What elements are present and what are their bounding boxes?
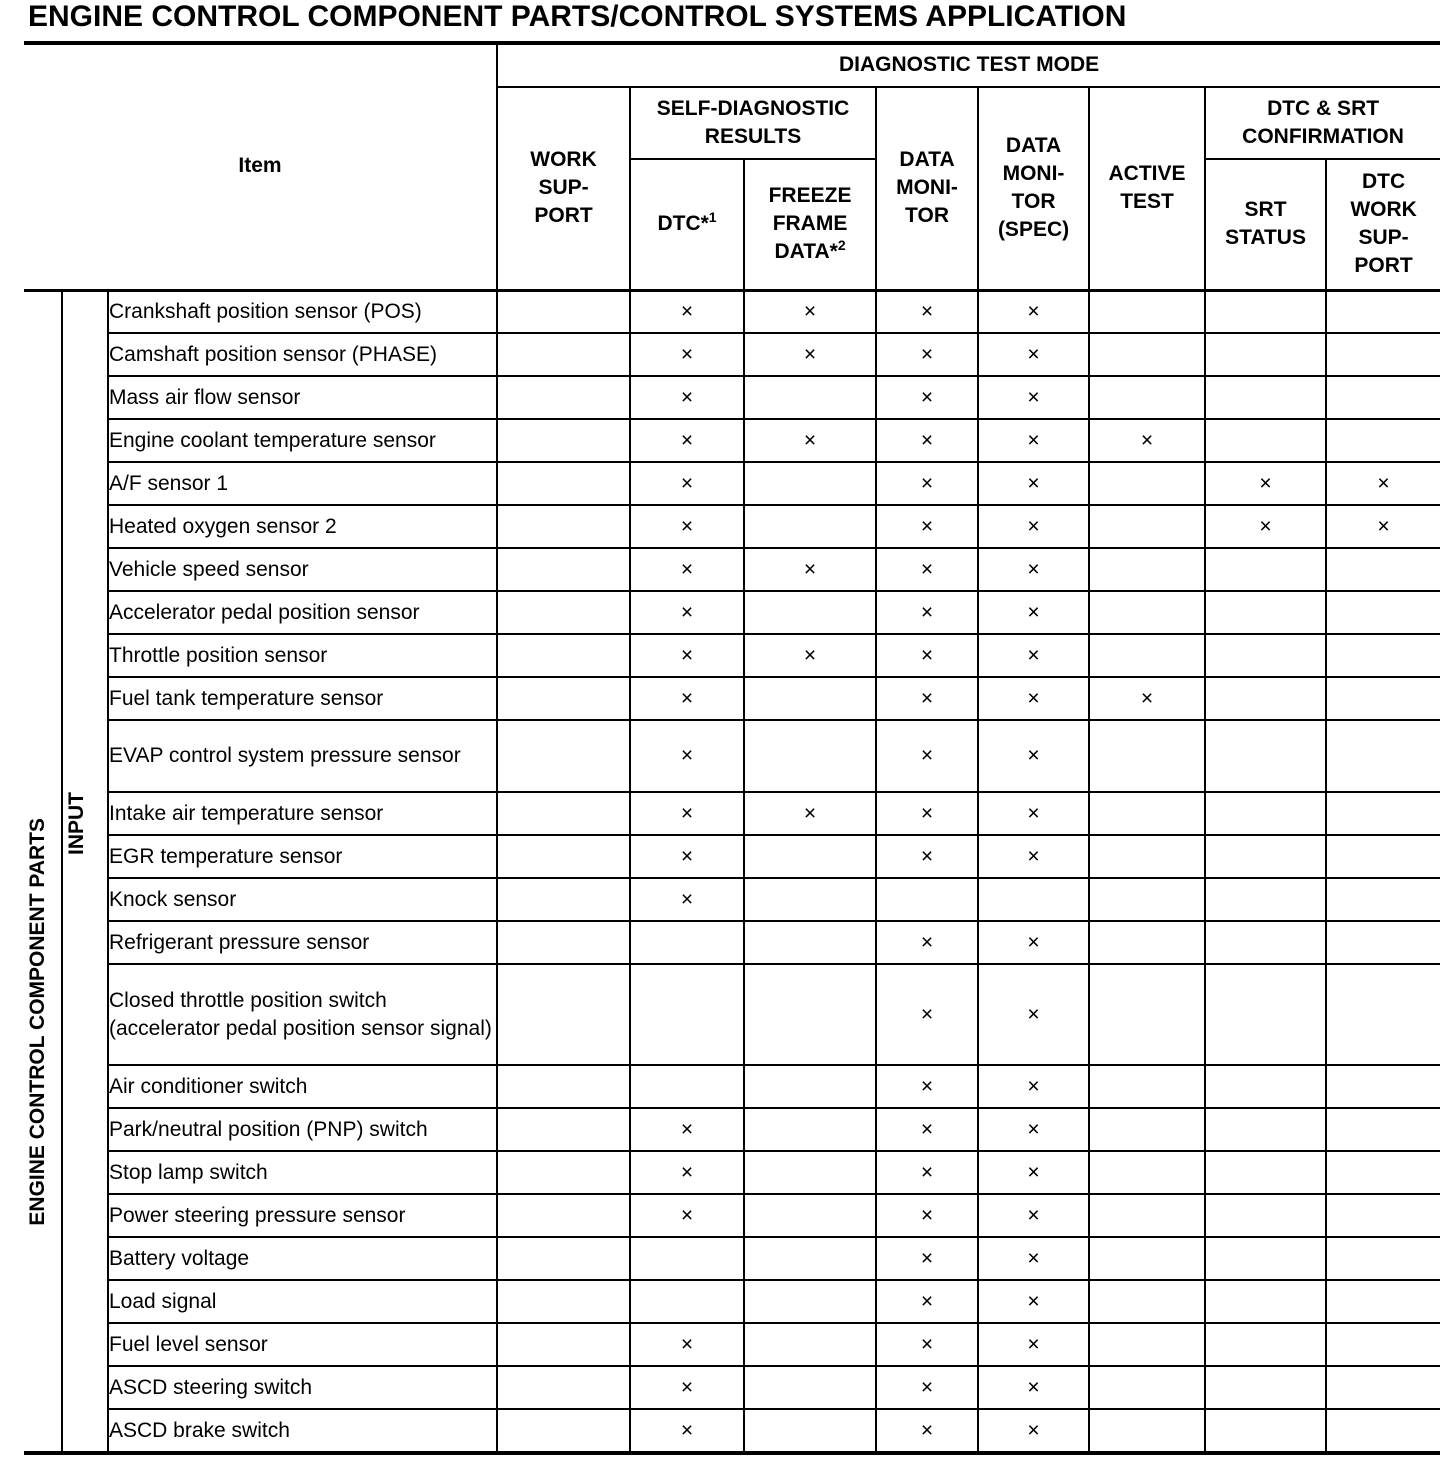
empty-cell — [1089, 1108, 1205, 1151]
check-mark: × — [744, 290, 876, 333]
empty-cell — [1326, 419, 1440, 462]
table-row — [24, 1237, 1440, 1280]
header-line: TEST — [1120, 190, 1174, 214]
empty-cell — [497, 634, 630, 677]
empty-cell — [1089, 505, 1205, 548]
item-header: Item — [24, 44, 497, 290]
header-line: (SPEC) — [997, 218, 1070, 242]
check-mark: × — [978, 964, 1089, 1065]
item-name: Engine coolant temperature sensor — [108, 419, 497, 462]
item-name: Vehicle speed sensor — [108, 548, 497, 591]
check-mark: × — [630, 591, 744, 634]
empty-cell — [497, 548, 630, 591]
empty-cell — [1205, 333, 1326, 376]
header-line: SUP- — [1358, 226, 1409, 250]
empty-cell — [1089, 792, 1205, 835]
empty-cell — [1089, 462, 1205, 505]
empty-cell — [1326, 1409, 1440, 1452]
empty-cell — [1326, 677, 1440, 720]
dtc-srt-confirmation-header — [1205, 87, 1440, 159]
empty-cell — [497, 921, 630, 964]
header-line: DTC — [1361, 170, 1406, 194]
header-line: MONI- — [896, 176, 958, 200]
check-mark: × — [876, 1366, 978, 1409]
check-mark: × — [876, 376, 978, 419]
empty-cell — [1205, 290, 1326, 333]
diagnostic-test-mode-header: DIAGNOSTIC TEST MODE — [497, 44, 1440, 87]
check-mark: × — [876, 1409, 978, 1452]
table-row — [24, 333, 1440, 376]
empty-cell — [497, 677, 630, 720]
empty-cell — [1089, 1194, 1205, 1237]
empty-cell — [497, 1194, 630, 1237]
empty-cell — [1326, 964, 1440, 1065]
empty-cell — [1205, 878, 1326, 921]
header-line: FRAME — [772, 212, 848, 236]
table-row — [24, 677, 1440, 720]
check-mark: × — [978, 1065, 1089, 1108]
item-name: Stop lamp switch — [108, 1151, 497, 1194]
item-name: Closed throttle position switch (accelerator pedal position sensor signal) — [108, 964, 497, 1065]
empty-cell — [1326, 1065, 1440, 1108]
check-mark: × — [630, 720, 744, 792]
empty-cell — [497, 376, 630, 419]
check-mark: × — [630, 1194, 744, 1237]
empty-cell — [497, 333, 630, 376]
empty-cell — [497, 720, 630, 792]
empty-cell — [1089, 720, 1205, 792]
item-name: Knock sensor — [108, 878, 497, 921]
header-line: TOR — [905, 204, 949, 228]
header-line: DATA — [899, 148, 955, 172]
check-mark: × — [630, 1366, 744, 1409]
check-mark: × — [744, 634, 876, 677]
empty-cell — [1205, 964, 1326, 1065]
empty-cell — [1326, 878, 1440, 921]
item-name: Battery voltage — [108, 1237, 497, 1280]
empty-cell — [1205, 591, 1326, 634]
dtc-work-support-header — [1326, 159, 1440, 290]
check-mark: × — [876, 1065, 978, 1108]
item-name: ASCD brake switch — [108, 1409, 497, 1452]
empty-cell — [1089, 290, 1205, 333]
item-name: Throttle position sensor — [108, 634, 497, 677]
header-line: STATUS — [1225, 226, 1306, 250]
check-mark: × — [744, 792, 876, 835]
check-mark: × — [978, 462, 1089, 505]
header-line: MONI- — [1002, 162, 1065, 186]
empty-cell — [744, 1323, 876, 1366]
header-line: FREEZE — [768, 184, 852, 208]
empty-cell — [1089, 964, 1205, 1065]
data-monitor-spec-header — [978, 87, 1089, 290]
empty-cell — [1326, 1108, 1440, 1151]
check-mark: × — [630, 333, 744, 376]
table-row — [24, 1194, 1440, 1237]
check-mark: × — [630, 548, 744, 591]
empty-cell — [1326, 376, 1440, 419]
check-mark: × — [876, 677, 978, 720]
empty-cell — [1089, 376, 1205, 419]
empty-cell — [630, 964, 744, 1065]
empty-cell — [1089, 1366, 1205, 1409]
active-test-header — [1089, 87, 1205, 290]
header-line: WORK — [1350, 198, 1417, 222]
empty-cell — [978, 878, 1089, 921]
empty-cell — [744, 1108, 876, 1151]
empty-cell — [497, 462, 630, 505]
table-row — [24, 720, 1440, 792]
check-mark: × — [630, 505, 744, 548]
empty-cell — [1205, 1237, 1326, 1280]
item-name: Park/neutral position (PNP) switch — [108, 1108, 497, 1151]
check-mark: × — [876, 634, 978, 677]
empty-cell — [1326, 1237, 1440, 1280]
check-mark: × — [1205, 462, 1326, 505]
check-mark: × — [978, 1323, 1089, 1366]
check-mark: × — [630, 634, 744, 677]
empty-cell — [1089, 1065, 1205, 1108]
check-mark: × — [876, 1237, 978, 1280]
empty-cell — [497, 1409, 630, 1452]
check-mark: × — [978, 419, 1089, 462]
check-mark: × — [978, 505, 1089, 548]
table-row — [24, 1151, 1440, 1194]
check-mark: × — [744, 548, 876, 591]
header-line: DATA — [1005, 134, 1062, 158]
check-mark: × — [876, 1108, 978, 1151]
freeze-frame-data-header: FREEZE FRAME DATA*$^2$ — [744, 159, 876, 290]
empty-cell — [744, 677, 876, 720]
empty-cell — [1326, 1280, 1440, 1323]
empty-cell — [1205, 677, 1326, 720]
empty-cell — [744, 835, 876, 878]
empty-cell — [1089, 333, 1205, 376]
table-row — [24, 1108, 1440, 1151]
check-mark: × — [630, 792, 744, 835]
check-mark: × — [630, 419, 744, 462]
empty-cell — [744, 1409, 876, 1452]
check-mark: × — [876, 921, 978, 964]
check-mark: × — [978, 677, 1089, 720]
empty-cell — [630, 921, 744, 964]
check-mark: × — [978, 1409, 1089, 1452]
empty-cell — [744, 376, 876, 419]
table-row — [24, 505, 1440, 548]
empty-cell — [1089, 921, 1205, 964]
empty-cell — [744, 1237, 876, 1280]
empty-cell — [497, 1065, 630, 1108]
check-mark: × — [630, 1108, 744, 1151]
check-mark: × — [876, 720, 978, 792]
table-row — [24, 419, 1440, 462]
header-line: TOR — [1011, 190, 1056, 214]
item-name: EVAP control system pressure sensor — [108, 720, 497, 792]
check-mark: × — [630, 462, 744, 505]
empty-cell — [1205, 1409, 1326, 1452]
check-mark: × — [1326, 505, 1440, 548]
check-mark: × — [630, 376, 744, 419]
check-mark: × — [978, 1366, 1089, 1409]
check-mark: × — [876, 505, 978, 548]
empty-cell — [1326, 1323, 1440, 1366]
header-line: SRT — [1244, 198, 1287, 222]
input-label: INPUT — [62, 290, 108, 1452]
check-mark: × — [876, 964, 978, 1065]
check-mark: × — [978, 634, 1089, 677]
check-mark: × — [978, 921, 1089, 964]
header-line: PORT — [1354, 254, 1413, 278]
empty-cell — [744, 1065, 876, 1108]
item-name: Accelerator pedal position sensor — [108, 591, 497, 634]
check-mark: × — [978, 333, 1089, 376]
item-name: EGR temperature sensor — [108, 835, 497, 878]
empty-cell — [1089, 634, 1205, 677]
empty-cell — [1326, 1366, 1440, 1409]
item-name: Power steering pressure sensor — [108, 1194, 497, 1237]
bottom-rule — [24, 1451, 1440, 1455]
empty-cell — [630, 1237, 744, 1280]
header-line: SELF-DIAGNOSTIC — [656, 97, 850, 120]
table-row — [24, 1323, 1440, 1366]
empty-cell — [744, 1280, 876, 1323]
empty-cell — [1205, 1194, 1326, 1237]
empty-cell — [1326, 634, 1440, 677]
empty-cell — [497, 835, 630, 878]
empty-cell — [744, 1366, 876, 1409]
empty-cell — [1205, 835, 1326, 878]
table-row — [24, 835, 1440, 878]
empty-cell — [744, 720, 876, 792]
empty-cell — [1205, 1108, 1326, 1151]
table-row — [24, 1280, 1440, 1323]
empty-cell — [1205, 921, 1326, 964]
empty-cell — [1326, 1151, 1440, 1194]
empty-cell — [1089, 1151, 1205, 1194]
check-mark: × — [1326, 462, 1440, 505]
empty-cell — [497, 1366, 630, 1409]
item-name: Fuel tank temperature sensor — [108, 677, 497, 720]
empty-cell — [497, 1280, 630, 1323]
table-row — [24, 878, 1440, 921]
empty-cell — [744, 921, 876, 964]
table-row — [24, 964, 1440, 1065]
empty-cell — [1089, 591, 1205, 634]
header-line: DTC & SRT — [1267, 97, 1380, 120]
check-mark: × — [630, 1409, 744, 1452]
application-table — [24, 44, 1440, 1452]
empty-cell — [1205, 1323, 1326, 1366]
empty-cell — [1326, 921, 1440, 964]
check-mark: × — [630, 677, 744, 720]
item-name: Air conditioner switch — [108, 1065, 497, 1108]
header-line: CONFIRMATION — [1242, 125, 1404, 148]
empty-cell — [1205, 720, 1326, 792]
empty-cell — [744, 964, 876, 1065]
check-mark: × — [744, 419, 876, 462]
empty-cell — [1326, 548, 1440, 591]
work-support-header — [497, 87, 630, 290]
table-row — [24, 591, 1440, 634]
empty-cell — [1326, 835, 1440, 878]
self-diagnostic-results-header — [630, 87, 876, 159]
check-mark: × — [630, 878, 744, 921]
check-mark: × — [1089, 419, 1205, 462]
check-mark: × — [876, 419, 978, 462]
empty-cell — [1205, 376, 1326, 419]
item-name: Fuel level sensor — [108, 1323, 497, 1366]
engine-control-component-parts-label: ENGINE CONTROL COMPONENT PARTS — [24, 290, 62, 1452]
empty-cell — [630, 1065, 744, 1108]
table-row — [24, 634, 1440, 677]
check-mark: × — [1089, 677, 1205, 720]
check-mark: × — [978, 548, 1089, 591]
item-name: Camshaft position sensor (PHASE) — [108, 333, 497, 376]
check-mark: × — [876, 462, 978, 505]
item-name: Load signal — [108, 1280, 497, 1323]
check-mark: × — [876, 1194, 978, 1237]
item-name: Refrigerant pressure sensor — [108, 921, 497, 964]
empty-cell — [1205, 548, 1326, 591]
item-name: Mass air flow sensor — [108, 376, 497, 419]
table-row — [24, 548, 1440, 591]
empty-cell — [1089, 878, 1205, 921]
empty-cell — [1089, 548, 1205, 591]
check-mark: × — [978, 1151, 1089, 1194]
empty-cell — [1326, 333, 1440, 376]
check-mark: × — [876, 1280, 978, 1323]
check-mark: × — [876, 835, 978, 878]
empty-cell — [497, 290, 630, 333]
empty-cell — [497, 591, 630, 634]
empty-cell — [744, 1194, 876, 1237]
header-line: RESULTS — [704, 125, 802, 148]
header-line: ACTIVE — [1108, 162, 1186, 186]
check-mark: × — [630, 290, 744, 333]
empty-cell — [1326, 720, 1440, 792]
empty-cell — [1326, 792, 1440, 835]
empty-cell — [1205, 634, 1326, 677]
header-line: WORK — [530, 148, 597, 172]
check-mark: × — [978, 1108, 1089, 1151]
page-title: ENGINE CONTROL COMPONENT PARTS/CONTROL SYSTEMS APPLICATION — [28, 0, 1127, 33]
empty-cell — [497, 1323, 630, 1366]
check-mark: × — [978, 792, 1089, 835]
check-mark: × — [978, 720, 1089, 792]
table-row — [24, 462, 1440, 505]
check-mark: × — [876, 548, 978, 591]
empty-cell — [744, 878, 876, 921]
empty-cell — [497, 1151, 630, 1194]
check-mark: × — [978, 835, 1089, 878]
empty-cell — [1326, 1194, 1440, 1237]
item-name: ASCD steering switch — [108, 1366, 497, 1409]
empty-cell — [1205, 1366, 1326, 1409]
empty-cell — [630, 1280, 744, 1323]
item-name: A/F sensor 1 — [108, 462, 497, 505]
check-mark: × — [978, 376, 1089, 419]
check-mark: × — [630, 1323, 744, 1366]
empty-cell — [744, 505, 876, 548]
item-name: Intake air temperature sensor — [108, 792, 497, 835]
check-mark: × — [630, 1151, 744, 1194]
item-name: Heated oxygen sensor 2 — [108, 505, 497, 548]
check-mark: × — [630, 835, 744, 878]
empty-cell — [497, 878, 630, 921]
empty-cell — [1326, 591, 1440, 634]
empty-cell — [1205, 419, 1326, 462]
header-line: PORT — [534, 204, 593, 228]
empty-cell — [1205, 1280, 1326, 1323]
empty-cell — [1205, 1065, 1326, 1108]
empty-cell — [497, 792, 630, 835]
table-row — [24, 376, 1440, 419]
empty-cell — [497, 1108, 630, 1151]
empty-cell — [876, 878, 978, 921]
check-mark: × — [876, 290, 978, 333]
empty-cell — [1326, 290, 1440, 333]
table-row — [24, 792, 1440, 835]
header-line: DATA* — [774, 240, 838, 264]
check-mark: × — [978, 1237, 1089, 1280]
empty-cell — [1205, 792, 1326, 835]
table-row — [24, 1065, 1440, 1108]
table-row — [24, 1409, 1440, 1452]
empty-cell — [497, 964, 630, 1065]
check-mark: × — [744, 333, 876, 376]
header-line: SUP- — [538, 176, 589, 200]
empty-cell — [1089, 835, 1205, 878]
table-row — [24, 290, 1440, 333]
empty-cell — [1205, 1151, 1326, 1194]
check-mark: × — [1205, 505, 1326, 548]
srt-status-header — [1205, 159, 1326, 290]
check-mark: × — [876, 792, 978, 835]
empty-cell — [744, 1151, 876, 1194]
check-mark: × — [978, 1194, 1089, 1237]
check-mark: × — [876, 1151, 978, 1194]
empty-cell — [1089, 1409, 1205, 1452]
empty-cell — [1089, 1323, 1205, 1366]
empty-cell — [744, 462, 876, 505]
empty-cell — [1089, 1280, 1205, 1323]
empty-cell — [1089, 1237, 1205, 1280]
check-mark: × — [876, 333, 978, 376]
check-mark: × — [876, 591, 978, 634]
check-mark: × — [876, 1323, 978, 1366]
table-row — [24, 921, 1440, 964]
item-name: Crankshaft position sensor (POS) — [108, 290, 497, 333]
check-mark: × — [978, 591, 1089, 634]
table-row — [24, 1366, 1440, 1409]
empty-cell — [744, 591, 876, 634]
empty-cell — [497, 419, 630, 462]
empty-cell — [497, 1237, 630, 1280]
empty-cell — [497, 505, 630, 548]
data-monitor-header — [876, 87, 978, 290]
check-mark: × — [978, 1280, 1089, 1323]
dtc-header: DTC*$^1$ — [630, 159, 744, 290]
check-mark: × — [978, 290, 1089, 333]
